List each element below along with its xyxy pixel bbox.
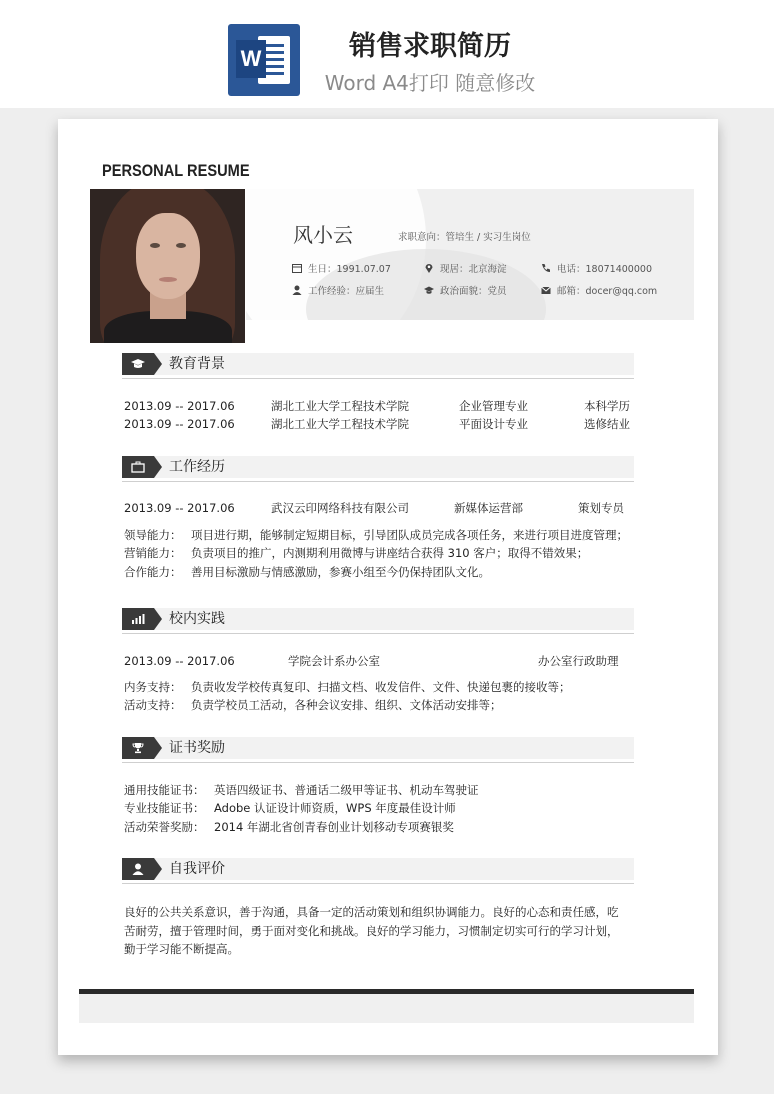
section-certificates (122, 737, 634, 761)
work-company: 武汉云印网络科技有限公司 (271, 501, 409, 515)
email-text: 邮箱：docer@qq.com (557, 286, 658, 297)
user-icon (292, 285, 302, 295)
section-work (122, 456, 634, 480)
politics-text: 政治面貌：党员 (440, 286, 507, 297)
edu-school: 湖北工业大学工程技术学院 (271, 417, 409, 431)
cert-text: 2014 年湖北省创青春创业计划移动专项赛银奖 (214, 820, 454, 834)
work-department: 新媒体运营部 (454, 501, 523, 515)
section-title: 校内实践 (169, 611, 225, 627)
phone-text: 电话：18071400000 (557, 264, 652, 275)
edu-date: 2013.09 -- 2017.06 (124, 417, 235, 431)
detail-text: 项目进行期，能够制定短期目标，引导团队成员完成各项任务，来进行项目进度管理； (191, 528, 628, 542)
politics-info (424, 285, 507, 298)
mail-icon (541, 285, 551, 295)
job-intent: 求职意向：管培生 / 实习生岗位 (398, 232, 531, 243)
birthday-info (292, 263, 391, 276)
residence-info (424, 263, 507, 276)
edu-date: 2013.09 -- 2017.06 (124, 399, 235, 413)
detail-text: 负责学校员工活动，各种会议安排、组织、文体活动安排等； (191, 698, 502, 712)
edu-major: 企业管理专业 (459, 399, 528, 413)
section-campus (122, 608, 634, 632)
detail-label: 活动支持： (124, 698, 182, 712)
word-letter: W (236, 40, 266, 78)
residence-text: 现居：北京海淀 (440, 264, 507, 275)
cert-text: 英语四级证书、普通话二级甲等证书、机动车驾驶证 (214, 783, 479, 797)
detail-label: 领导能力： (124, 528, 182, 542)
trophy-icon (131, 742, 145, 754)
detail-label: 营销能力： (124, 546, 182, 560)
campus-role: 办公室行政助理 (538, 654, 619, 668)
work-date: 2013.09 -- 2017.06 (124, 501, 235, 515)
cert-text: Adobe 认证设计师资质，WPS 年度最佳设计师 (214, 801, 456, 815)
section-title: 自我评价 (169, 861, 225, 877)
edu-major: 平面设计专业 (459, 417, 528, 431)
location-pin-icon (424, 263, 434, 273)
candidate-name: 风小云 (293, 223, 353, 247)
campus-date: 2013.09 -- 2017.06 (124, 654, 235, 668)
profile-photo (90, 189, 245, 343)
edu-degree: 选修结业 (584, 417, 630, 431)
phone-icon (541, 263, 551, 273)
banner-title: 销售求职简历 (349, 31, 511, 62)
edu-degree: 本科学历 (584, 399, 630, 413)
self-text-line: 苦耐劳，擅于管理时间，勇于面对变化和挑战。良好的学习能力，习惯制定切实可行的学习计划， (124, 924, 619, 938)
experience-info (292, 285, 384, 298)
email-info (541, 285, 657, 298)
briefcase-icon (131, 461, 145, 473)
detail-text: 善用目标激励与情感激励，参赛小组至今仍保持团队文化。 (191, 565, 490, 579)
top-banner (0, 0, 774, 108)
birthday-text: 生日：1991.07.07 (308, 264, 391, 275)
word-icon (228, 24, 300, 96)
footer-band (79, 994, 694, 1023)
section-education (122, 353, 634, 377)
section-self-evaluation (122, 858, 634, 882)
detail-text: 负责收发学校传真复印、扫描文档、收发信件、文件、快递包裹的接收等； (191, 680, 571, 694)
campus-unit: 学院会计系办公室 (288, 654, 380, 668)
detail-label: 合作能力： (124, 565, 182, 579)
experience-text: 工作经验：应届生 (308, 286, 385, 297)
self-text-line: 勤于学习能不断提高。 (124, 942, 239, 956)
calendar-icon (292, 263, 302, 273)
section-title: 工作经历 (169, 459, 225, 475)
edu-school: 湖北工业大学工程技术学院 (271, 399, 409, 413)
work-position: 策划专员 (578, 501, 624, 515)
self-text-line: 良好的公共关系意识，善于沟通，具备一定的活动策划和组织协调能力。良好的心态和责任感，吃 (124, 905, 619, 919)
user-icon (131, 863, 145, 875)
phone-info (541, 263, 652, 276)
cert-label: 通用技能证书： (124, 783, 205, 797)
resume-tag: PERSONAL RESUME (102, 161, 250, 180)
detail-label: 内务支持： (124, 680, 182, 694)
cert-label: 活动荣誉奖励： (124, 820, 205, 834)
section-title: 教育背景 (169, 356, 225, 372)
graduation-cap-icon (424, 285, 434, 295)
graduation-cap-icon (131, 358, 145, 370)
cert-label: 专业技能证书： (124, 801, 205, 815)
detail-text: 负责项目的推广，内测期利用微博与讲座结合获得 310 客户；取得不错效果； (191, 546, 589, 560)
bar-chart-icon (131, 613, 145, 625)
profile-header (246, 189, 694, 320)
banner-subtitle: Word A4打印 随意修改 (324, 71, 536, 95)
section-title: 证书奖励 (169, 740, 225, 756)
